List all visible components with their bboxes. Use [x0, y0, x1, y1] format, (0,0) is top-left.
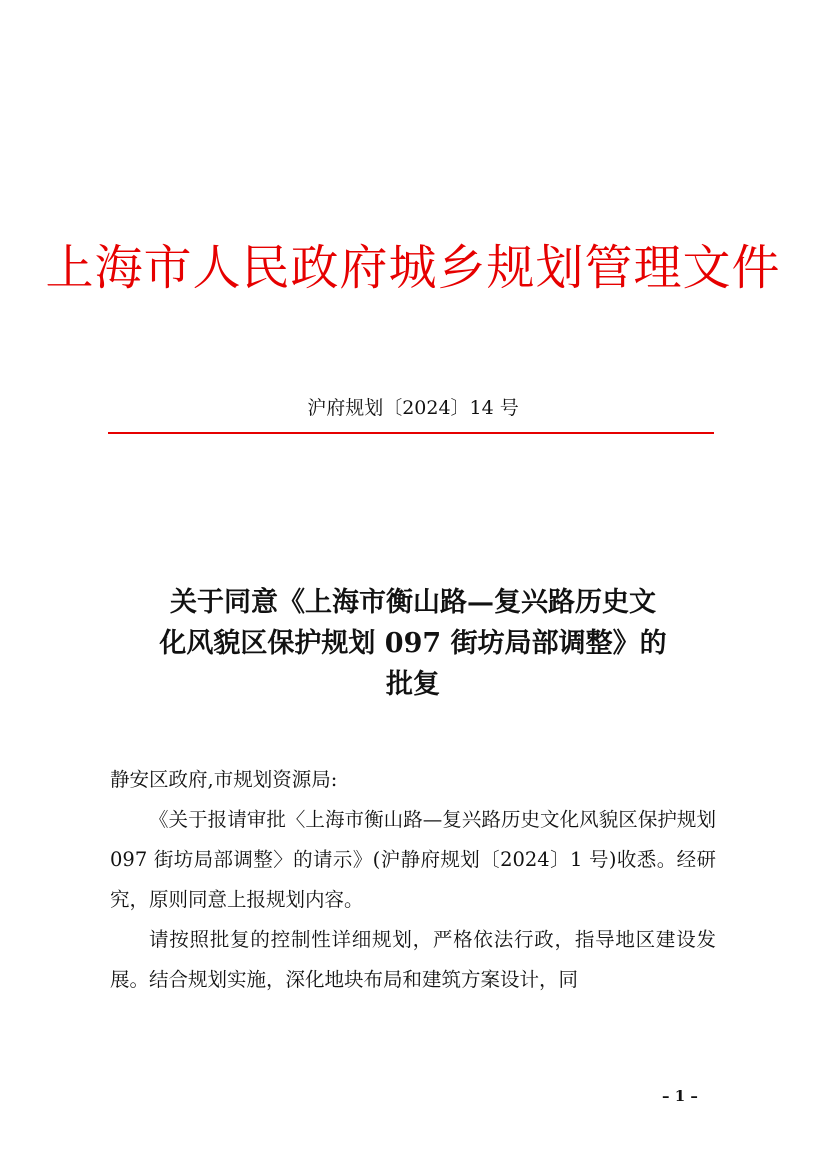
document-masthead: 上海市人民政府城乡规划管理文件 — [45, 240, 781, 296]
title-line: 化风貌区保护规划 097 街坊局部调整》的 — [159, 628, 667, 659]
body-paragraph: 请按照批复的控制性详细规划，严格依法行政，指导地区建设发展。结合规划实施，深化地块布局和建筑方案设计，同 — [110, 928, 716, 991]
page-number: – 1 – — [662, 1087, 698, 1105]
document-title — [140, 582, 686, 705]
red-separator-line — [108, 432, 714, 434]
document-number: 沪府规划〔2024〕14 号 — [307, 397, 519, 419]
title-line: 批复 — [386, 669, 440, 700]
document-body — [110, 760, 716, 1000]
salutation: 静安区政府,市规划资源局: — [110, 768, 338, 791]
body-paragraph: 《关于报请审批〈上海市衡山路—复兴路历史文化风貌区保护规划 097 街坊局部调整〉的请示》(沪静府规划〔2024〕1 号)收悉。经研究，原则同意上报规划内容。 — [110, 808, 716, 911]
title-line: 关于同意《上海市衡山路—复兴路历史文 — [170, 587, 656, 618]
